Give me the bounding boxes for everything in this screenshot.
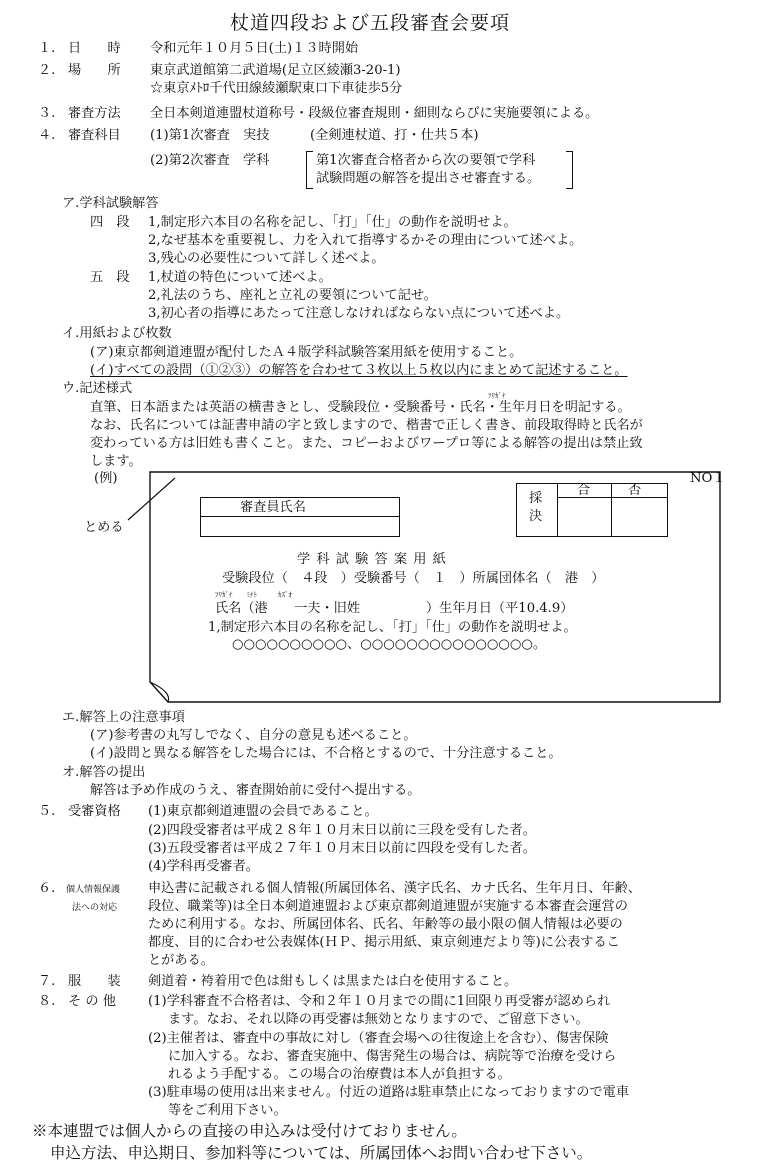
- section-3-number: ３.: [38, 106, 56, 121]
- section-1-label: 日 時: [68, 41, 121, 56]
- section-6-line5: とがある。: [148, 953, 214, 968]
- section-8-line2: ます。なお、それ以降の再受審は無効となりますので、ご留意下さい。: [168, 1012, 589, 1027]
- section-8-label: そ の 他: [68, 994, 116, 1009]
- furigana-mark: ﾌﾘｶﾞﾅ: [488, 392, 506, 400]
- section-6-line2: 段位、職業等)は全日本剣道連盟および東京都剣道連盟が実施する本審査会運営の: [148, 899, 628, 914]
- section-4-label: 審査科目: [68, 128, 121, 143]
- subsection-o-line1: 解答は予め作成のうえ、審査開始前に受付へ提出する。: [90, 783, 421, 798]
- godan-q2: 2,礼法のうち、座礼と立礼の要領について記せ。: [148, 288, 437, 303]
- judgement-grid-vline1: [557, 483, 558, 537]
- section-4-item2-note1: 第1次審査合格者から次の要領で学科: [316, 153, 536, 168]
- note-bracket-right: [566, 151, 573, 189]
- godan-q3: 3,初心者の指導にあたって注意しなければならない点について述べよ。: [148, 306, 570, 321]
- godan-q1: 1,杖道の特色について述べよ。: [148, 270, 332, 285]
- subsection-e-line2: (イ)設問と異なる解答をした場合には、不合格とするので、十分注意すること。: [90, 746, 562, 761]
- section-1-number: １.: [38, 41, 56, 56]
- section-6-number: ６.: [38, 881, 56, 896]
- yondan-label: 四 段: [90, 215, 130, 230]
- section-7-number: ７.: [38, 974, 56, 989]
- subsection-i-line1: (ア)東京都剣道連盟が配付したＡ４版学科試験答案用紙を使用すること。: [90, 345, 523, 360]
- judgement-grid-vline2: [611, 483, 612, 537]
- section-2-number: ２.: [38, 63, 56, 78]
- section-4-item2: (2)第2次審査 学科: [150, 153, 270, 168]
- subsection-e-heading: エ.解答上の注意事項: [62, 710, 185, 725]
- section-8-line6: (3)駐車場の使用は出来ません。付近の道路は駐車禁止になっておりますので電車: [148, 1085, 630, 1100]
- examiner-name-label: 審査員氏名: [240, 500, 306, 515]
- yondan-q3: 3,残心の必要性について詳しく述べよ。: [148, 251, 385, 266]
- section-6-line1: 申込書に記載される個人情報(所属団体名、漢字氏名、カナ氏名、生年月日、年齢、: [148, 881, 642, 896]
- staple-label: とめる: [84, 520, 124, 535]
- section-4-item2-note2: 試験問題の解答を提出させ審査する。: [316, 171, 541, 186]
- subsection-o-heading: オ.解答の提出: [62, 765, 146, 780]
- sheet-number: NO１: [690, 471, 726, 486]
- pass-label: 合: [577, 483, 591, 498]
- sheet-row2: 氏名（港 一夫・旧姓 ）生年月日（平10.4.9）: [215, 601, 574, 616]
- yondan-q1: 1,制定形六本目の名称を記し、「打」「仕」の動作を説明せよ。: [148, 215, 517, 230]
- examiner-box-divider: [200, 516, 400, 517]
- sheet-row1: 受験段位（ ４段 ）受験番号（ １ ）所属団体名（ 港 ）: [222, 571, 605, 586]
- page-title: 杖道四段および五段審査会要項: [230, 12, 511, 34]
- footer-notice-line2: 申込方法、申込期日、参加料等については、所属団体へお問い合わせ下さい。: [50, 1144, 593, 1162]
- judgement-label-top: 採: [529, 491, 543, 506]
- section-7-label: 服 装: [68, 974, 121, 989]
- section-6-label-line1: 個人情報保護: [66, 885, 121, 895]
- judgement-grid-hline: [557, 497, 667, 498]
- subsection-i-heading: イ.用紙および枚数: [62, 326, 172, 341]
- subsection-a-heading: ア.学科試験解答: [62, 196, 159, 211]
- section-5-number: ５.: [38, 804, 56, 819]
- section-2-label: 場 所: [68, 63, 121, 78]
- sheet-title: 学 科 試 験 答 案 用 紙: [297, 552, 447, 567]
- section-8-number: ８.: [38, 994, 56, 1009]
- fail-label: 否: [628, 483, 642, 498]
- subsection-u-line1: 直筆、日本語または英語の横書きとし、受験段位・受験番号・氏名・生年月日を明記する。: [90, 400, 631, 415]
- sheet-row3: 1,制定形六本目の名称を記し、「打」「仕」の動作を説明せよ。: [208, 620, 577, 635]
- section-5-line3: (3)五段受審者は平成２７年１０月末日以前に四段を受有した者。: [148, 841, 536, 856]
- section-5-label: 受審資格: [68, 804, 121, 819]
- section-8-line5: れるよう手配する。この場合の治療費は本人が負担する。: [168, 1067, 511, 1082]
- section-8-line3: (2)主催者は、審査中の事故に対し（審査会場への往復途上を含む）、傷害保険: [148, 1031, 609, 1046]
- subsection-u-line4: します。: [90, 454, 142, 469]
- section-5-line2: (2)四段受審者は平成２８年１０月末日以前に三段を受有した者。: [148, 823, 536, 838]
- sheet-row4: ○○○○○○○○○○、○○○○○○○○○○○○○○○。: [232, 637, 547, 652]
- section-8-line1: (1)学科審査不合格者は、令和２年１０月までの間に1回限り再受審が認められ: [148, 994, 611, 1009]
- subsection-u-line3: 変わっている方は旧姓も書くこと。また、コピーおよびワープロ等による解答の提出は禁止致: [90, 436, 643, 451]
- section-3-label: 審査方法: [68, 106, 121, 121]
- godan-label: 五 段: [90, 270, 130, 285]
- section-4-item1: (1)第1次審査 実技: [150, 128, 270, 143]
- footer-notice-line1: ※本連盟では個人からの直接の申込みは受付けておりません。: [32, 1122, 467, 1140]
- section-2-line2: ☆東京ﾒﾄﾛ千代田線綾瀬駅東口下車徒歩5分: [150, 81, 403, 96]
- section-6-line4: 都度、目的に合わせ公表媒体(ＨＰ、掲示用紙、東京剣連だより等)に公表するこ: [148, 935, 620, 950]
- section-6-label-line2: 法への対応: [72, 903, 118, 913]
- subsection-u-heading: ウ.記述様式: [62, 381, 133, 396]
- subsection-i-line2: (イ)すべての設問（①②③）の解答を合わせて３枚以上５枚以内にまとめて記述すること。: [90, 363, 628, 378]
- section-2-line1: 東京武道館第二武道場(足立区綾瀬3-20-1): [150, 63, 401, 78]
- judgement-label-bottom: 決: [529, 509, 543, 524]
- section-6-line3: ために利用する。なお、所属団体名、氏名、年齢等の最小限の個人情報は必要の: [148, 917, 623, 932]
- section-4-item1-note: (全剣連杖道、打・仕共５本): [310, 128, 479, 143]
- yondan-q2: 2,なぜ基本を重要視し、力を入れて指導するかその理由について述べよ。: [148, 233, 583, 248]
- example-label: (例): [94, 471, 118, 486]
- note-bracket-left: [306, 151, 313, 189]
- section-1-text: 令和元年１０月５日(土)１３時開始: [150, 41, 359, 56]
- section-5-line1: (1)東京都剣道連盟の会員であること。: [148, 804, 378, 819]
- sheet-furigana-row: ﾌﾘｶﾞﾅ ﾐﾅﾄ ｶｽﾞｵ: [215, 591, 292, 599]
- section-4-number: ４.: [38, 128, 56, 143]
- section-8-line4: に加入する。なお、審査実施中、傷害発生の場合は、病院等で治療を受けら: [168, 1049, 617, 1064]
- section-8-line7: 等をご利用下さい。: [168, 1103, 287, 1118]
- section-7-text: 剣道着・袴着用で色は紺もしくは黒または白を使用すること。: [148, 974, 518, 989]
- subsection-e-line1: (ア)参考書の丸写しでなく、自分の意見も述べること。: [90, 728, 417, 743]
- section-3-text: 全日本剣道連盟杖道称号・段級位審査規則・細則ならびに実施要領による。: [150, 106, 599, 121]
- section-5-line4: (4)学科再受審者。: [148, 859, 259, 874]
- subsection-u-line2: なお、氏名については証書申請の字と致しますので、楷書で正しく書き、前段取得時と氏名が: [90, 418, 643, 433]
